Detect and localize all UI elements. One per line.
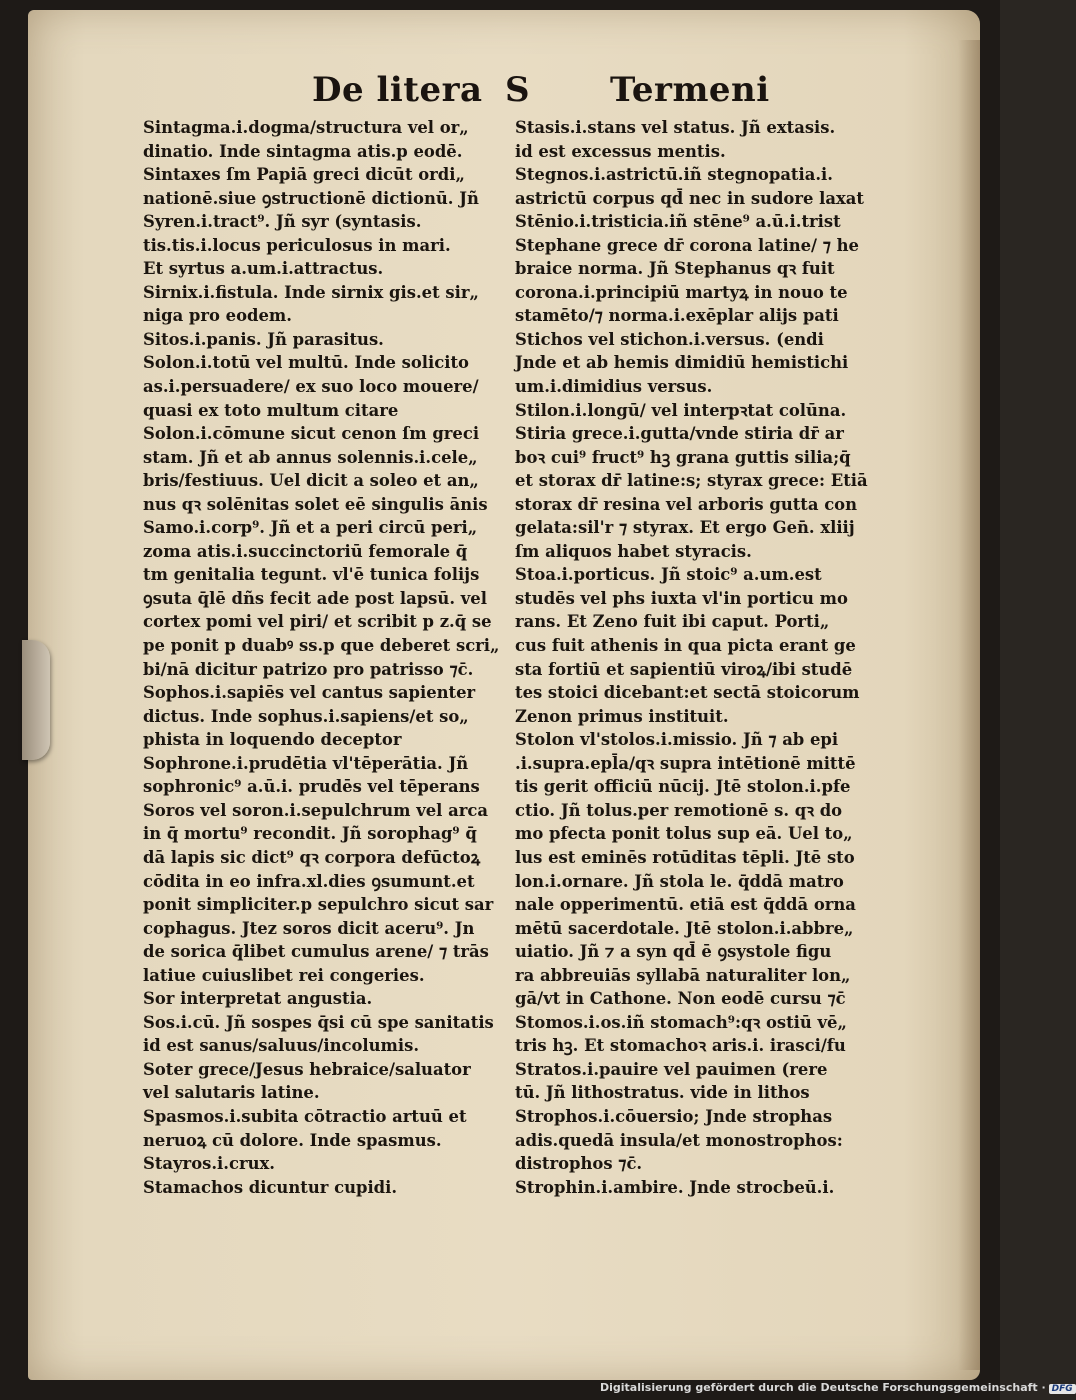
book-clasp: [22, 640, 50, 760]
text-line: tū. Jñ lithostratus. vide in lithos: [515, 1083, 810, 1103]
text-line: corona.i.principiū martyꝝ in nouo te: [515, 282, 848, 302]
text-line: mētū sacerdotale. Jtē stolon.i.abbre„: [515, 918, 854, 938]
left-text-column: [143, 116, 528, 1199]
text-line: uiatio. Jñ ⁊ a syn qd̄ ē ꝯsystole figu: [515, 942, 832, 962]
text-line: Sintagma.i.dogma/structura vel or„: [143, 118, 469, 137]
text-line: storax dr̄ resina vel arboris gutta con: [515, 494, 858, 514]
text-line: Sitos.i.panis. Jñ parasitus.: [143, 329, 384, 349]
text-line: dā lapis sic dict⁹ qꝛ corpora defūctoꝝ: [143, 847, 481, 867]
text-line: Syren.i.tract⁹. Jñ syr (syntasis.: [143, 212, 422, 232]
text-line: braice norma. Jñ Stephanus qꝛ fuit: [515, 259, 835, 279]
text-line: Strophin.i.ambire. Jnde strocbeū.i.: [515, 1177, 835, 1197]
text-line: Zenon primus instituit.: [515, 706, 729, 726]
right-text-column: [515, 116, 905, 1199]
text-line: .i.supra.epl̄a/qꝛ supra intētionē mittē: [515, 753, 856, 773]
text-line: ra abbreuiās syllabā naturaliter lon„: [515, 965, 851, 985]
text-line: et storax dr̄ latine:s; styrax grece: Etiā: [515, 471, 868, 491]
text-line: boꝛ cui⁹ fruct⁹ hꝫ grana guttis silia;q̄: [515, 447, 851, 467]
text-line: Jnde et ab hemis dimidiū hemistichi: [515, 353, 849, 373]
credit-text: Digitalisierung gefördert durch die Deutsche Forschungsgemeinschaft ·: [600, 1381, 1046, 1394]
dfg-logo: DFG: [1049, 1384, 1076, 1394]
text-line: Solon.i.cōmune sicut cenon ſm greci: [143, 424, 480, 444]
text-line: tes stoici dicebant:et sectā stoicorum: [515, 683, 860, 703]
text-line: phista in loquendo deceptor: [143, 730, 402, 750]
text-line: Stayros.i.crux.: [143, 1154, 275, 1174]
text-line: tis.tis.i.locus periculosus in mari.: [143, 235, 451, 255]
text-line: Sor interpretat angustia.: [143, 989, 373, 1009]
text-line: quasi ex toto multum citare: [143, 400, 399, 420]
text-line: mo pfecta ponit tolus sup eā. Uel to„: [515, 824, 853, 844]
text-line: Stegnos.i.astrictū.iñ stegnopatia.i.: [515, 165, 833, 185]
text-line: in q̄ mortu⁹ recondit. Jñ sorophag⁹ q̄: [143, 824, 477, 844]
text-line: id est sanus/saluus/incolumis.: [143, 1036, 420, 1056]
text-line: zoma atis.i.succinctoriū femorale q̄: [143, 541, 468, 561]
text-line: adis.quedā insula/et monostrophos:: [515, 1130, 843, 1150]
text-line: Stomos.i.os.iñ stomach⁹:qꝛ ostiū vē„: [515, 1012, 847, 1032]
text-line: Strophos.i.cōuersio; Jnde strophas: [515, 1106, 833, 1126]
text-line: gelata:sil'r ⁊ styrax. Et ergo Gen̄. xliij: [515, 518, 855, 538]
text-line: rans. Et Zeno fuit ibi caput. Porti„: [515, 612, 830, 632]
text-line: Soter grece/Jesus hebraice/saluator: [143, 1059, 471, 1079]
text-line: Stoa.i.porticus. Jñ stoic⁹ a.um.est: [515, 565, 822, 585]
text-line: gā/vt in Cathone. Non eodē cursu ⁊c̄: [515, 989, 846, 1009]
text-line: ponit simpliciter.p sepulchro sicut sar: [143, 895, 494, 915]
text-line: cōdita in eo infra.xl.dies ꝯsumunt.et: [143, 871, 475, 891]
text-line: Sintaxes ſm Papiā greci dicūt ordi„: [143, 165, 465, 185]
text-line: Stiria grece.i.gutta/vnde stiria dr̄ ar: [515, 424, 844, 444]
text-line: nale opperimentū. etiā est q̄ddā orna: [515, 895, 856, 915]
text-line: studēs vel phs iuxta vl'in porticu mo: [515, 588, 848, 608]
text-line: cortex pomi vel piri/ et scribit p z.q̄ se: [143, 612, 492, 632]
text-line: stam. Jñ et ab annus solennis.i.cele„: [143, 447, 478, 467]
header-right: Termeni: [610, 70, 770, 110]
text-line: Sophrone.i.prudētia vl'tēperātia. Jñ: [143, 753, 469, 773]
text-line: Stamachos dicuntur cupidi.: [143, 1177, 398, 1197]
page-edge-shadow: [958, 40, 980, 1370]
text-line: nus qꝛ solēnitas solet eē singulis ānis: [143, 494, 488, 514]
text-line: Stephane grece dr̄ corona latine/ ⁊ he: [515, 235, 859, 255]
text-line: distrophos ⁊c̄.: [515, 1154, 643, 1174]
text-line: id est excessus mentis.: [515, 141, 726, 161]
text-line: Solon.i.totū vel multū. Inde solicito: [143, 353, 469, 373]
text-line: sta fortiū et sapientiū viroꝝ/ibi studē: [515, 659, 853, 679]
text-line: Sirnix.i.fistula. Inde sirnix gis.et sir„: [143, 282, 479, 302]
text-line: as.i.persuadere/ ex suo loco mouere/: [143, 377, 479, 397]
text-line: um.i.dimidius versus.: [515, 377, 713, 397]
text-line: pe ponit p duabꝰ ss.p que deberet scri„: [143, 636, 500, 656]
text-line: tis gerit officiū nūcij. Jtē stolon.i.pfe: [515, 777, 851, 797]
text-line: bi/nā dicitur patrizo pro patrisso ⁊c̄.: [143, 659, 474, 679]
text-line: Stolon vl'stolos.i.missio. Jñ ⁊ ab epi: [515, 730, 839, 750]
text-line: Soros vel soron.i.sepulchrum vel arca: [143, 800, 488, 820]
text-line: cophagus. Jtez soros dicit aceru⁹. Jn: [143, 918, 475, 938]
text-line: tm genitalia tegunt. vl'ē tunica folijs: [143, 565, 480, 585]
text-line: Samo.i.corp⁹. Jñ et a peri circū peri„: [143, 518, 478, 538]
text-line: neruoꝝ cū dolore. Inde spasmus.: [143, 1130, 442, 1150]
text-line: Stratos.i.pauire vel pauimen (rere: [515, 1059, 828, 1079]
text-line: Sos.i.cū. Jñ sospes q̄si cū spe sanitatis: [143, 1012, 494, 1032]
header-left: De litera: [312, 70, 483, 110]
text-line: ꝯsuta q̄lē dñs fecit ade post lapsū. vel: [143, 588, 487, 608]
text-line: tris hꝫ. Et stomachoꝛ aris.i. irasci/fu: [515, 1036, 846, 1056]
text-line: de sorica q̄libet cumulus arene/ ⁊ trās: [143, 942, 489, 962]
text-line: dinatio. Inde sintagma atis.p eodē.: [143, 141, 463, 161]
text-line: Stichos vel stichon.i.versus. (endi: [515, 329, 824, 349]
running-header: [0, 70, 1000, 118]
text-line: stamēto/⁊ norma.i.exēplar alijs pati: [515, 306, 839, 326]
text-line: Sophos.i.sapiēs vel cantus sapienter: [143, 683, 476, 703]
header-letter: S: [505, 70, 531, 110]
text-line: ctio. Jñ tolus.per remotionē s. qꝛ do: [515, 800, 843, 820]
text-line: nationē.siue ꝯstructionē dictionū. Jñ: [143, 188, 479, 208]
text-line: sophronic⁹ a.ū.i. prudēs vel tēperans: [143, 777, 480, 797]
text-line: Stasis.i.stans vel status. Jñ extasis.: [515, 118, 836, 137]
text-line: lon.i.ornare. Jñ stola le. q̄ddā matro: [515, 871, 844, 891]
text-line: Et syrtus a.um.i.attractus.: [143, 259, 384, 279]
text-line: dictus. Inde sophus.i.sapiens/et so„: [143, 706, 469, 726]
text-line: Spasmos.i.subita cōtractio artuū et: [143, 1106, 467, 1126]
text-line: niga pro eodem.: [143, 306, 292, 326]
text-line: astrictū corpus qd̄ nec in sudore laxat: [515, 188, 864, 208]
text-line: bris/festiuus. Uel dicit a soleo et an„: [143, 471, 479, 491]
text-line: ſm aliquos habet styracis.: [515, 541, 752, 561]
text-line: vel salutaris latine.: [143, 1083, 320, 1103]
text-line: lus est eminēs rotūditas tēpli. Jtē sto: [515, 847, 855, 867]
text-line: cus fuit athenis in qua picta erant ge: [515, 636, 856, 656]
text-line: Stēnio.i.tristicia.iñ stēne⁹ a.ū.i.trist: [515, 212, 841, 232]
digitization-credit: [600, 1381, 1073, 1397]
text-line: Stilon.i.longū/ vel interpꝛtat colūna.: [515, 400, 847, 420]
text-line: latiue cuiuslibet rei congeries.: [143, 965, 425, 985]
